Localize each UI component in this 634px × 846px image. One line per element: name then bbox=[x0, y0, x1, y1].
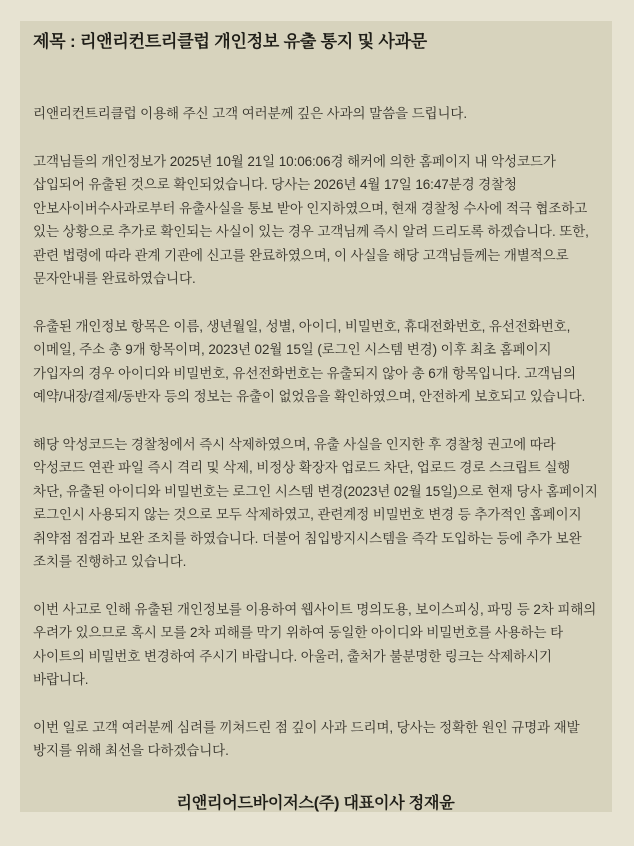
notice-paragraph-greeting: 리앤리컨트리클럽 이용해 주신 고객 여러분께 깊은 사과의 말씀을 드립니다. bbox=[33, 106, 468, 122]
notice-paragraph-apology: 이번 일로 고객 여러분께 심려를 끼쳐드린 점 깊이 사과 드리며, 당사는 정확한 원인 규명과 재발 방지를 위해 최선을 다하겠습니다. bbox=[33, 719, 580, 759]
notice-panel bbox=[20, 21, 612, 812]
notice-paragraph-secondary-damage-warning: 이번 사고로 인해 유출된 개인정보를 이용하여 웹사이트 명의도용, 보이스피싱, 파밍 등 2차 피해의 우려가 있으므로 혹시 모를 2차 피해를 막기 위하여 동일한 아이디와 비밀번호를 사용하는 타 사이트의 비밀번호 변경하여 주시기 바랍니다. 아울러, 출처가 불분명한 링크는 삭제하시기 바랍니다. bbox=[33, 601, 597, 688]
notice-signature: 리앤리어드바이저스(주) 대표이사 정재윤 bbox=[176, 794, 455, 812]
notice-paragraph-incident: 고객님들의 개인정보가 2025년 10월 21일 10:06:06경 해커에 의한 홈페이지 내 악성코드가 삽입되어 유출된 것으로 확인되었습니다. 당사는 2026년 4월 17일 16:47분경 경찰청 안보사이버수사과로부터 유출사실을 통보 받아 인지하였으며, 현재 경찰청 수사에 적극 협조하고 있는 상황으로 추가로 확인되는 사실이 있는 경우 고객님께 즉시 알려 드리도록 하겠습니다. 또한, 관련 법령에 따라 관계 기관에 신고를 완료하였으며, 이 사실을 해당 고객님들께는 개별적으로 문자안내를 완료하였습니다. bbox=[33, 153, 589, 287]
notice-title: 제목 : 리앤리컨트리클럽 개인정보 유출 통지 및 사과문 bbox=[33, 32, 428, 51]
notice-paragraph-countermeasures: 해당 악성코드는 경찰청에서 즉시 삭제하였으며, 유출 사실을 인지한 후 경찰청 권고에 따라 악성코드 연관 파일 즉시 격리 및 삭제, 비정상 확장자 업로드 차단, 업로드 경로 스크립트 실행 차단, 유출된 아이디와 비밀번호는 로그인 시스템 변경(2023년 02월 15일)으로 현재 당사 홈페이지 로그인시 사용되지 않는 것으로 모두 삭제하였고, 관련계정 비밀번호 변경 등 추가적인 홈페이지 취약점 점검과 보완 조치를 하였습니다. 더불어 침입방지시스템을 즉각 도입하는 등에 추가 보완 조치를 진행하고 있습니다. bbox=[33, 436, 598, 570]
notice-paragraph-leaked-items: 유출된 개인정보 항목은 이름, 생년월일, 성별, 아이디, 비밀번호, 휴대전화번호, 유선전화번호, 이메일, 주소 총 9개 항목이며, 2023년 02월 15일 (로그인 시스템 변경) 이후 최초 홈페이지 가입자의 경우 아이디와 비밀번호, 유선전화번호는 유출되지 않아 총 6개 항목입니다. 고객님의 예약/내장/결제/동반자 등의 정보는 유출이 없었음을 확인하였으며, 안전하게 보호되고 있습니다. bbox=[33, 318, 586, 405]
